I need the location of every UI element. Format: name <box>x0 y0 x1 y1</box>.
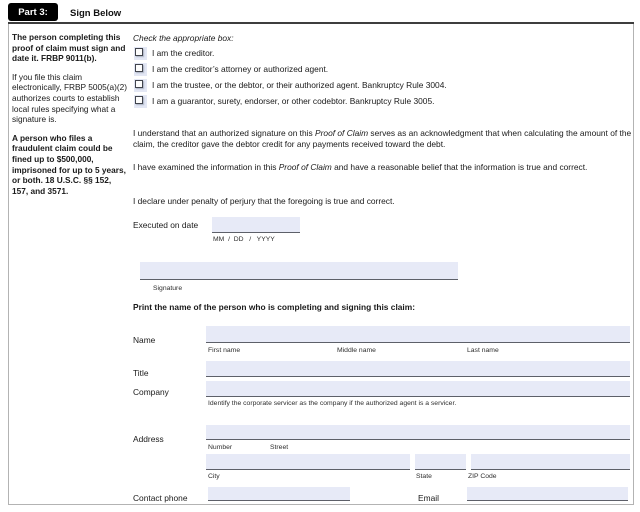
proof-of-claim-term: Proof of Claim <box>315 128 369 138</box>
checkbox-icon <box>135 64 143 72</box>
sidebar-fraud-note: A person who files a fraudulent claim could be fined up to $500,000, imprisoned for up to 5 years, or both. 18 U.S.C. §§ 152, 157, and 3571. <box>12 132 126 196</box>
checkbox-icon <box>135 48 143 56</box>
street-label: Street <box>270 444 289 451</box>
paragraph-text: and have a reasonable belief that the information is true and correct. <box>331 162 588 172</box>
signature-label: Signature <box>153 285 183 292</box>
zip-label: ZIP Code <box>468 473 497 480</box>
state-input[interactable] <box>415 454 466 470</box>
proof-of-claim-term: Proof of Claim <box>278 162 332 172</box>
number-label: Number <box>208 444 233 451</box>
executed-on-date-label: Executed on date <box>133 220 199 230</box>
paragraph-text: serves as an acknowledgment that when calculating the amount of the claim, the creditor gave the debtor credit for any payments received toward the debt. <box>133 128 632 149</box>
paragraph-text: I understand that an authorized signature on this <box>133 128 316 138</box>
email-input[interactable] <box>467 487 628 501</box>
company-input[interactable] <box>206 381 630 397</box>
zip-input[interactable] <box>471 454 630 470</box>
instructions-sidebar <box>12 32 128 204</box>
checkbox-icon <box>135 96 143 104</box>
contact-phone-label: Contact phone <box>133 493 188 503</box>
address-label: Address <box>133 434 164 444</box>
guarantor-checkbox[interactable] <box>134 95 147 108</box>
name-input[interactable] <box>206 326 630 343</box>
checkbox-label: I am a guarantor, surety, endorser, or other codebtor. Bankruptcy Rule 3005. <box>152 96 435 106</box>
checkbox-label: I am the creditor’s attorney or authorized agent. <box>152 64 329 74</box>
street-input[interactable] <box>206 425 630 440</box>
state-label: State <box>416 473 432 480</box>
first-name-label: First name <box>208 347 241 354</box>
middle-name-label: Middle name <box>337 347 376 354</box>
checkbox-group-instruction: Check the appropriate box: <box>133 33 234 43</box>
sidebar-electronic-note: If you file this claim electronically, FRBP 5005(a)(2) authorizes courts to establish local rules specifying what a signature is. <box>12 71 127 125</box>
signature-input[interactable] <box>140 262 458 280</box>
executed-date-input[interactable] <box>212 217 300 233</box>
checkbox-icon <box>135 80 143 88</box>
city-label: City <box>208 473 220 480</box>
part-title: Sign Below <box>70 8 122 19</box>
part-number-badge: Part 3: <box>8 3 58 21</box>
checkbox-label: I am the trustee, or the debtor, or their authorized agent. Bankruptcy Rule 3004. <box>152 80 447 90</box>
name-label: Name <box>133 335 156 345</box>
trustee-checkbox[interactable] <box>134 79 147 92</box>
checkbox-label: I am the creditor. <box>152 48 215 58</box>
company-hint: Identify the corporate servicer as the company if the authorized agent is a servicer. <box>208 400 457 407</box>
print-name-heading: Print the name of the person who is completing and signing this claim: <box>133 302 415 312</box>
city-input[interactable] <box>206 454 410 470</box>
last-name-label: Last name <box>467 347 499 354</box>
perjury-paragraph: I declare under penalty of perjury that the foregoing is true and correct. <box>133 196 395 206</box>
title-input[interactable] <box>206 361 630 377</box>
examined-paragraph <box>133 162 618 173</box>
sidebar-sign-note: The person completing this proof of claim must sign and date it. FRBP 9011(b). <box>12 32 126 64</box>
date-format-hint: MM / DD / YYYY <box>213 236 275 243</box>
attorney-checkbox[interactable] <box>134 63 147 76</box>
email-label: Email <box>418 493 439 503</box>
contact-phone-input[interactable] <box>208 487 350 501</box>
paragraph-text: I have examined the information in this <box>133 162 279 172</box>
creditor-checkbox[interactable] <box>134 47 147 60</box>
company-label: Company <box>133 387 169 397</box>
title-label: Title <box>133 368 149 378</box>
acknowledgment-paragraph <box>133 128 633 150</box>
